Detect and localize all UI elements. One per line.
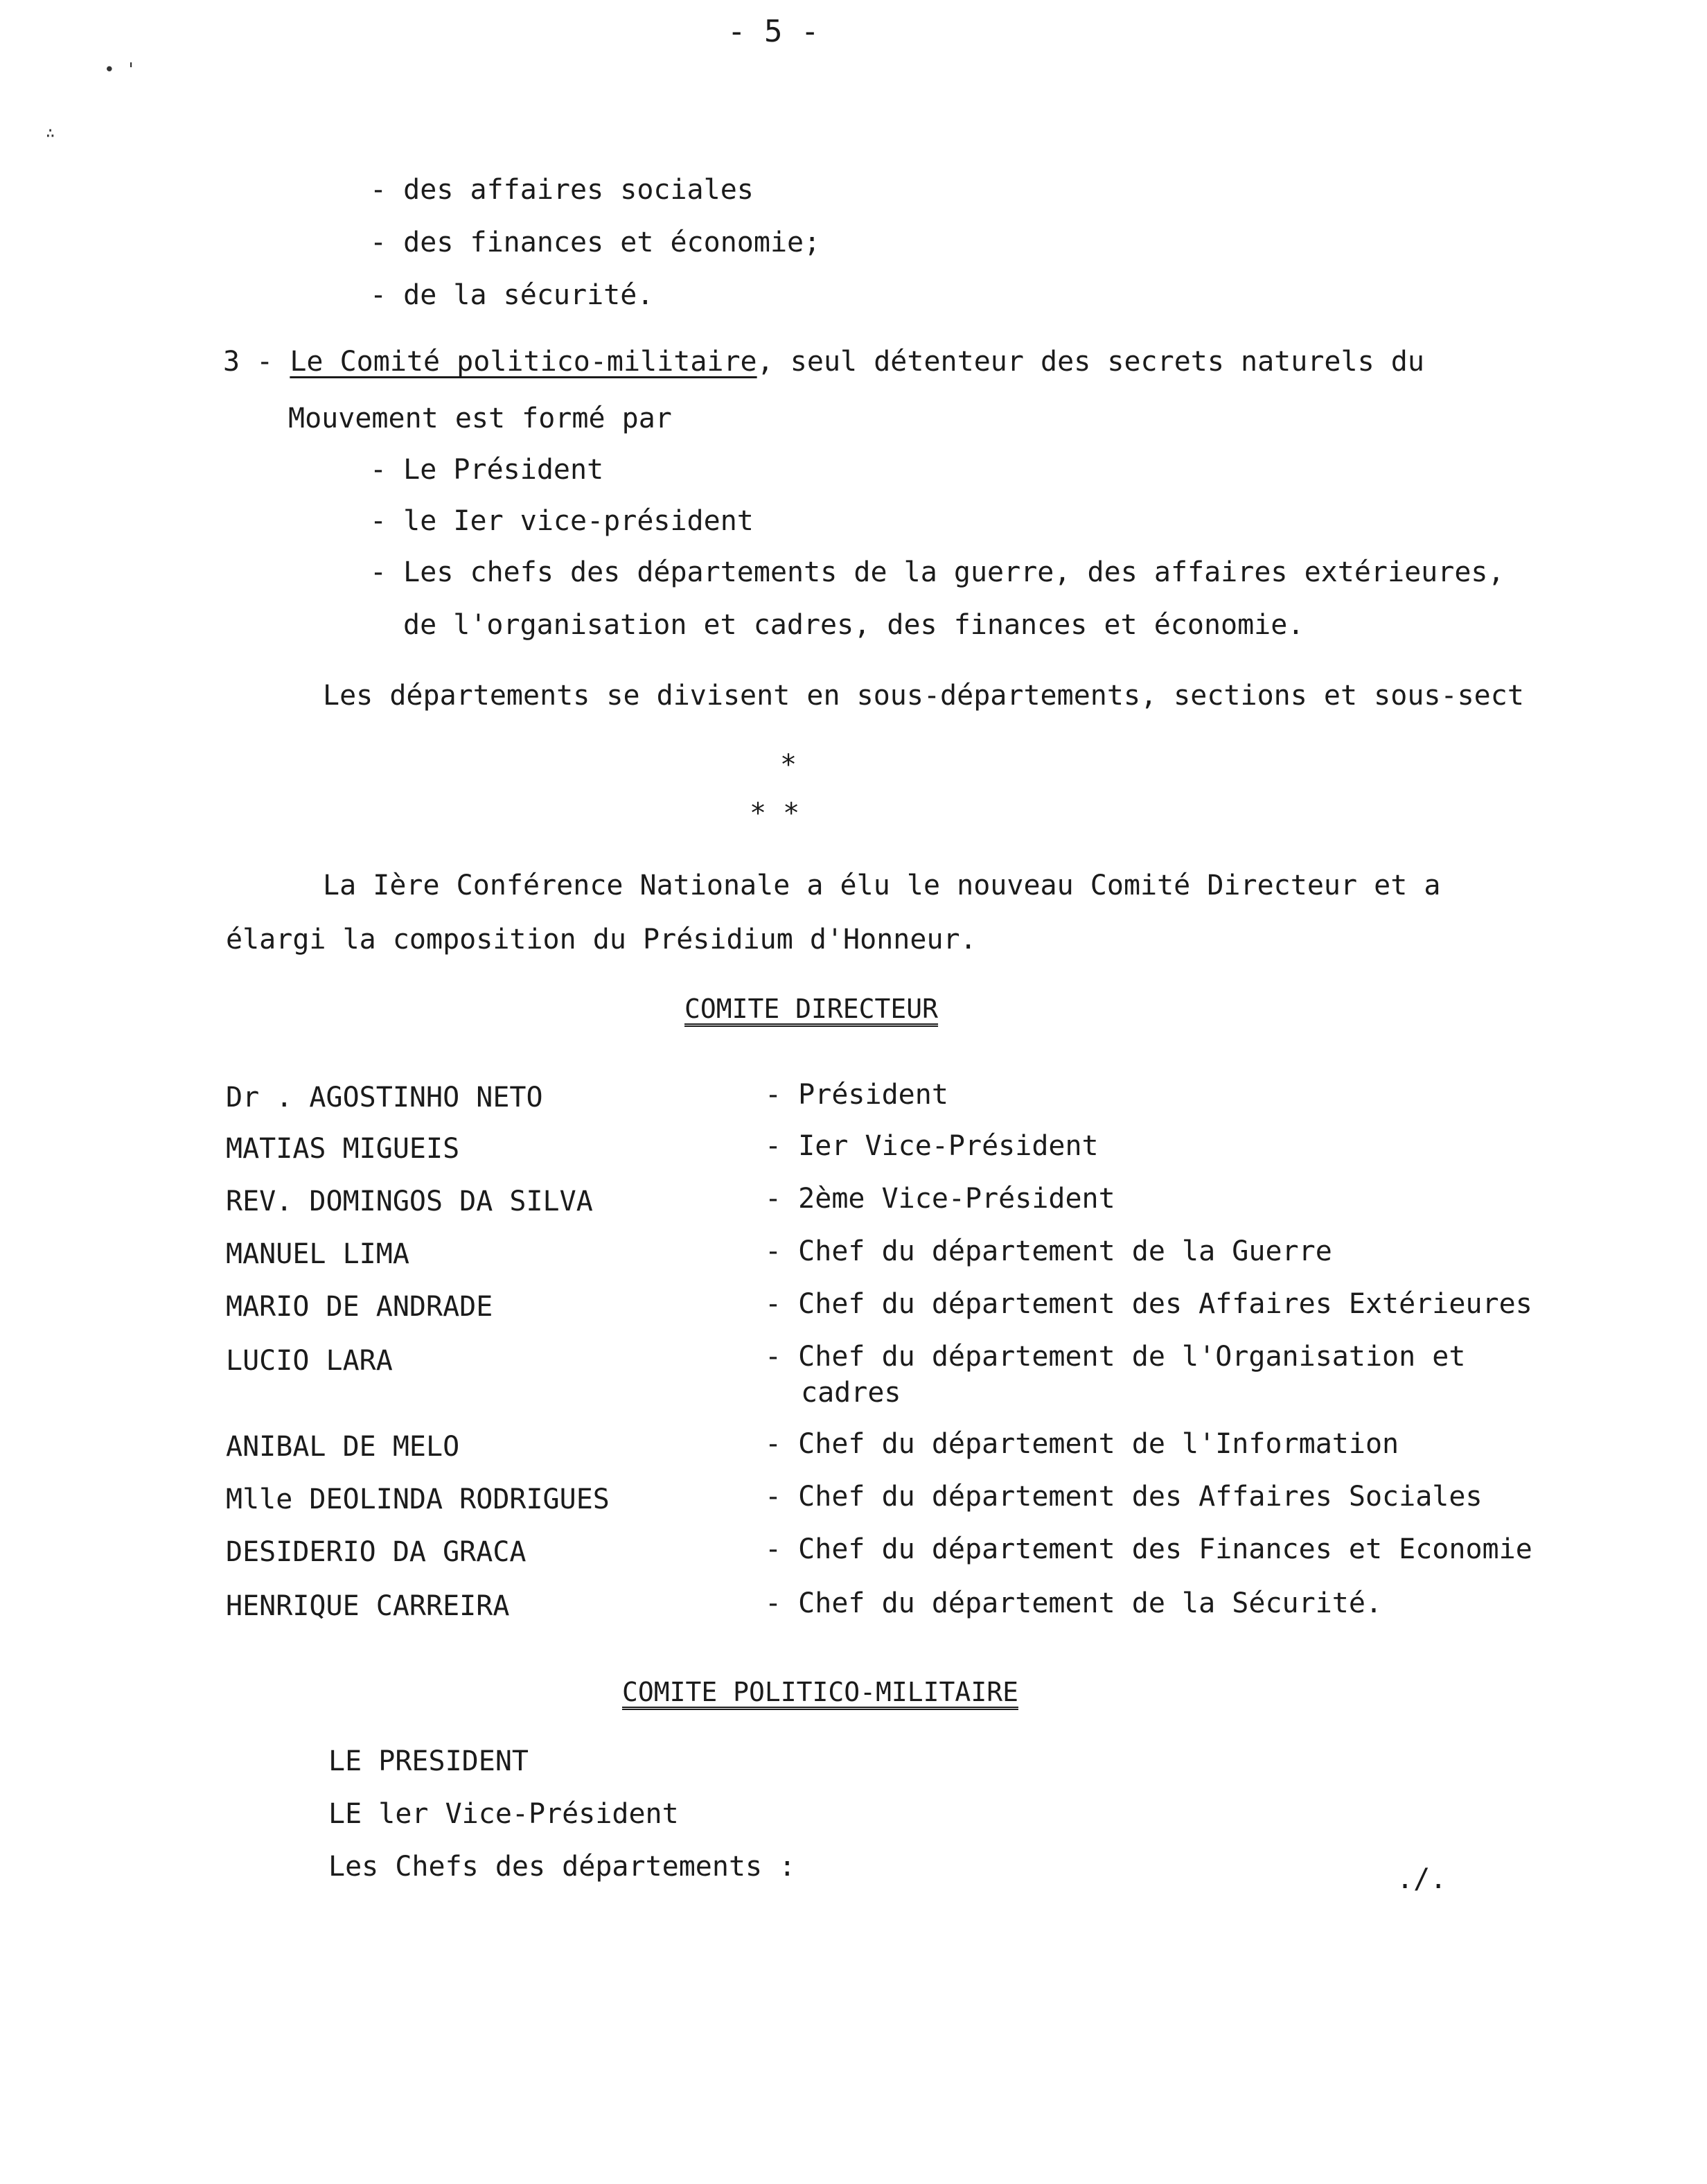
list-item: - de la sécurité.: [370, 279, 654, 311]
conference-paragraph: La Ière Conférence Nationale a élu le nouveau Comité Directeur et a: [323, 870, 1441, 901]
member-name: DESIDERIO DA GRACA: [226, 1536, 527, 1568]
member-name: LUCIO LARA: [226, 1345, 393, 1377]
asterisk-separator: *: [780, 749, 797, 781]
section-text: , seul détenteur des secrets naturels du: [757, 346, 1424, 378]
list-item: - Les chefs des départements de la guerre, des affaires extérieures,: [370, 556, 1505, 588]
comite-pm-member: LE PRESIDENT: [328, 1745, 529, 1777]
section-3-line: [223, 345, 1424, 378]
list-item-continuation: de l'organisation et cadres, des finances et économie.: [403, 609, 1304, 641]
member-name: MANUEL LIMA: [226, 1238, 409, 1270]
member-role: - 2ème Vice-Président: [765, 1183, 1115, 1215]
member-name: Mlle DEOLINDA RODRIGUES: [226, 1483, 610, 1515]
continuation-mark: ./.: [1397, 1863, 1447, 1895]
asterisk-separator: * *: [750, 798, 800, 829]
conference-paragraph: élargi la composition du Présidium d'Honneur.: [226, 924, 977, 956]
member-role: - Président: [765, 1079, 948, 1111]
member-role: - Ier Vice-Président: [765, 1130, 1099, 1162]
stray-mark: ∴: [46, 125, 55, 142]
section-number: 3 -: [223, 346, 274, 378]
list-item: - Le Président: [370, 454, 604, 486]
list-item: - des affaires sociales: [370, 174, 754, 206]
member-role: - Chef du département des Affaires Extérieures: [765, 1288, 1532, 1320]
list-item: - des finances et économie;: [370, 227, 821, 258]
list-item: - le Ier vice-président: [370, 505, 754, 537]
stray-mark: • ': [104, 60, 136, 80]
member-role: - Chef du département de l'Organisation et: [765, 1341, 1466, 1373]
member-role: - Chef du département de la Sécurité.: [765, 1587, 1383, 1619]
page-number: - 5 -: [727, 14, 820, 49]
comite-pm-heading: COMITE POLITICO-MILITAIRE: [622, 1677, 1018, 1707]
member-role: - Chef du département de la Guerre: [765, 1235, 1332, 1267]
member-name: MARIO DE ANDRADE: [226, 1291, 493, 1323]
member-name: ANIBAL DE MELO: [226, 1431, 460, 1463]
member-name: HENRIQUE CARREIRA: [226, 1590, 510, 1622]
member-role-continuation: cadres: [801, 1377, 901, 1409]
member-name: REV. DOMINGOS DA SILVA: [226, 1186, 593, 1217]
departments-paragraph: Les départements se divisent en sous-départements, sections et sous-sect: [323, 680, 1524, 712]
member-role: - Chef du département des Finances et Economie: [765, 1533, 1532, 1565]
member-name: MATIAS MIGUEIS: [226, 1133, 460, 1165]
comite-pm-member: LE ler Vice-Président: [328, 1798, 679, 1830]
comite-directeur-heading: COMITE DIRECTEUR: [684, 994, 939, 1024]
member-name: Dr . AGOSTINHO NETO: [226, 1082, 543, 1113]
comite-pm-member: Les Chefs des départements :: [328, 1851, 796, 1883]
member-role: - Chef du département des Affaires Sociales: [765, 1481, 1483, 1513]
member-role: - Chef du département de l'Information: [765, 1428, 1399, 1460]
section-title: Le Comité politico-militaire: [290, 346, 757, 378]
section-text-line: Mouvement est formé par: [288, 403, 672, 434]
